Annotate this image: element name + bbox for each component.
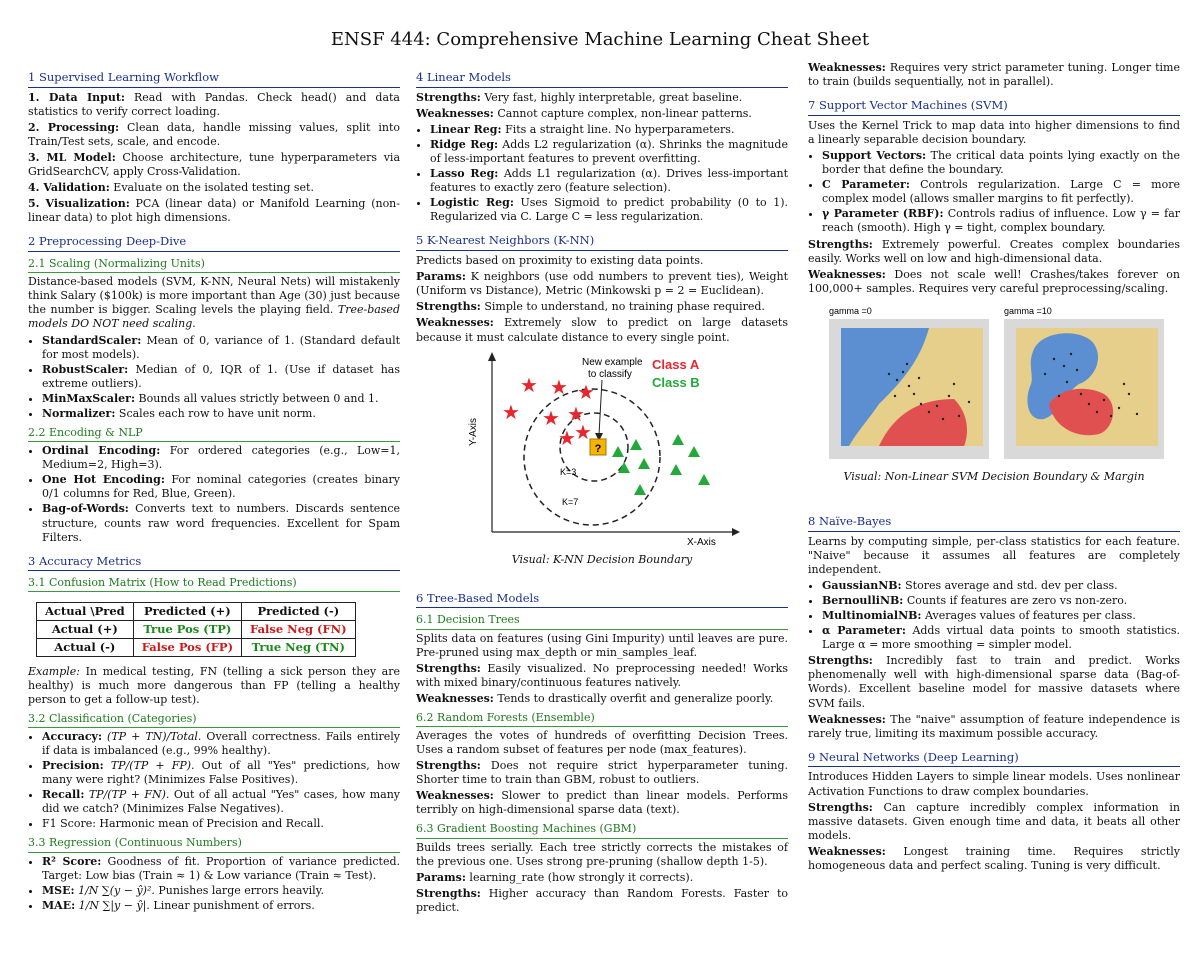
paragraph: Strengths: Higher accuracy than Random Forests. Faster to predict. [416, 886, 788, 914]
pointer-line [599, 380, 602, 435]
list-item: • RobustScaler: Median of 0, IQR of 1. (Use if dataset has extreme outliers). [42, 363, 400, 391]
class-b-point [630, 439, 642, 450]
class-b-point [612, 446, 624, 457]
class-a-point: ★ [520, 372, 538, 397]
page-title: ENSF 444: Comprehensive Machine Learning Cheat Sheet [330, 29, 870, 50]
list-item: • MultinomialNB: Averages values of features per class. [822, 609, 1180, 623]
cm-cell-tp: True Pos (TP) [133, 621, 241, 639]
naive-bayes-list [808, 579, 1180, 652]
list-item: • Ordinal Encoding: For ordered categories (e.g., Low=1, Medium=2, High=3). [42, 444, 400, 472]
workflow-step: 1. Data Input: Read with Pandas. Check head() and data statistics to verify correct loading. [28, 90, 400, 118]
paragraph: Strengths: Can capture incredibly complex information in massive datasets. Given enough time and data, it beats all other models. [808, 800, 1180, 842]
list-item: • Linear Reg: Fits a straight line. No hyperparameters. [430, 123, 788, 137]
class-b-label: Class B [652, 374, 700, 390]
paragraph: Weaknesses: Tends to drastically overfit and generalize poorly. [416, 691, 774, 705]
paragraph: Strengths: Very fast, highly interpretable, great baseline. [416, 90, 743, 104]
section-heading: 5 K-Nearest Neighbors (K-NN) [416, 233, 788, 251]
gamma-10-label: gamma =10 [1004, 305, 1052, 316]
paragraph: Weaknesses: Slower to predict than linear models. Performs terribly on high-dimensional sparse data (text). [416, 789, 788, 817]
figure-caption: Visual: K-NN Decision Boundary [511, 552, 693, 566]
list-item: • MinMaxScaler: Bounds all values strictly between 0 and 1. [42, 392, 400, 406]
list-item: • Ridge Reg: Adds L2 regularization (α). Shrinks the magnitude of less-important features to prevent overfitting. [430, 138, 788, 166]
y-axis-arrow [488, 352, 496, 361]
x-axis-arrow [732, 528, 740, 536]
list-item: • GaussianNB: Stores average and std. dev per class. [822, 579, 1180, 593]
column-3 [808, 61, 1180, 875]
section-heading: 3 Accuracy Metrics [28, 554, 400, 572]
list-item: • Recall: TP/(TP + FN). Out of all actual "Yes" cases, how many did we catch? (Minimizes False Negatives). [42, 788, 400, 816]
list-item: • Accuracy: (TP + TN)/Total. Overall correctness. Fails entirely if data is imbalanced (e.g., 99% healthy). [42, 730, 400, 758]
paragraph: Weaknesses: The "naive" assumption of feature independence is rarely true, limiting its maximum possible accuracy. [808, 712, 1180, 740]
paragraph: Uses the Kernel Trick to map data into higher dimensions to find a linearly separable decision boundary. [808, 118, 1180, 146]
section-heading: 6 Tree-Based Models [416, 591, 788, 609]
workflow-step: 3. ML Model: Choose architecture, tune hyperparameters via GridSearchCV, apply Cross-Validation. [28, 151, 400, 179]
regression-list [28, 855, 400, 913]
cm-header: Predicted (-) [242, 603, 356, 621]
column-1 [28, 61, 400, 915]
class-a-label: Class A [652, 356, 700, 372]
class-b-point [688, 446, 700, 457]
class-b-point [634, 484, 646, 495]
class-a-point: ★ [542, 405, 560, 430]
column-2 [416, 61, 788, 917]
section-heading: 2 Preprocessing Deep-Dive [28, 234, 400, 252]
workflow-step: 4. Validation: Evaluate on the isolated testing set. [28, 181, 314, 195]
paragraph: Averages the votes of hundreds of overfitting Decision Trees. Uses a random subset of features per node (max_features). [416, 728, 788, 757]
section-heading: 8 Naïve-Bayes [808, 514, 1180, 532]
paragraph: Introduces Hidden Layers to simple linear models. Uses nonlinear Activation Functions to draw complex boundaries. [808, 770, 1180, 798]
class-b-point [672, 434, 684, 445]
workflow-step: 2. Processing: Clean data, handle missing values, split into Train/Test sets, scale, and encode. [28, 120, 400, 148]
class-a-point: ★ [550, 374, 568, 399]
list-item: • MAE: 1/N ∑|y − ŷ|. Linear punishment of errors. [42, 899, 400, 913]
paragraph: Builds trees serially. Each tree strictly corrects the mistakes of the previous one. Uses strong pre-pruning (shallow depth 1-5). [416, 840, 788, 868]
class-a-point: ★ [558, 425, 576, 450]
list-item: • One Hot Encoding: For nominal categories (creates binary 0/1 columns for Red, Blue, Green). [42, 473, 400, 501]
list-item: • F1 Score: Harmonic mean of Precision and Recall. [42, 817, 400, 831]
paragraph: Strengths: Extremely powerful. Creates complex boundaries easily. Works well on low and high-dimensional data. [808, 237, 1180, 265]
class-a-point: ★ [577, 379, 595, 404]
paragraph: Weaknesses: Requires very strict parameter tuning. Longer time to train (builds sequentially, not in parallel). [808, 61, 1180, 89]
section-heading: 1 Supervised Learning Workflow [28, 70, 400, 88]
gamma-0-label: gamma =0 [829, 305, 872, 316]
subsection-heading: 2.1 Scaling (Normalizing Units) [28, 257, 400, 273]
section-heading: 7 Support Vector Machines (SVM) [808, 98, 1180, 116]
confusion-matrix [36, 602, 356, 656]
list-item: • Precision: TP/(TP + FP). Out of all "Yes" predictions, how many were right? (Minimizes False Positives). [42, 759, 400, 787]
class-b-point [618, 462, 630, 473]
k3-label: K=3 [560, 466, 577, 477]
figure-caption: Visual: Non-Linear SVM Decision Boundary & Margin [843, 469, 1145, 483]
class-b-point [698, 474, 710, 485]
list-item: • R² Score: Goodness of fit. Proportion of variance predicted. Target: Low bias (Train ≈ 1) & Low variance (Train ≈ Test). [42, 855, 400, 883]
cm-cell-tn: True Neg (TN) [242, 638, 356, 656]
class-b-point [670, 464, 682, 475]
paragraph: Splits data on features (using Gini Impurity) until leaves are pure. Pre-pruned using max_depth or min_samples_leaf. [416, 631, 788, 659]
subsection-heading: 6.3 Gradient Boosting Machines (GBM) [416, 822, 788, 838]
subsection-heading: 3.1 Confusion Matrix (How to Read Predictions) [28, 576, 400, 592]
scaler-list [28, 334, 400, 421]
classification-list [28, 730, 400, 832]
paragraph: Weaknesses: Does not scale well! Crashes/takes forever on 100,000+ samples. Requires very careful preprocessing/scaling. [808, 267, 1180, 295]
class-a-point: ★ [567, 401, 585, 426]
paragraph: Strengths: Does not require strict hyperparameter tuning. Shorter time to train than GBM, robust to outliers. [416, 759, 788, 787]
svm-list [808, 149, 1180, 235]
paragraph: Distance-based models (SVM, K-NN, Neural Nets) will mistakenly think Salary ($100k) is more important than Age (30) just because the number is bigger. Scaling levels the playing field. Tree-based models DO NOT need scaling. [28, 275, 400, 331]
paragraph: Weaknesses: Cannot capture complex, non-linear patterns. [416, 106, 752, 120]
cm-row-header: Actual (+) [37, 621, 134, 639]
paragraph: Params: K neighbors (use odd numbers to prevent ties), Weight (Uniform vs Distance), Metric (Minkowski p = 2 = Euclidean). [416, 270, 789, 298]
workflow-steps [28, 91, 400, 226]
knn-figure [462, 347, 742, 547]
list-item: • MSE: 1/N ∑(y − ŷ)². Punishes large errors heavily. [42, 884, 400, 898]
list-item: • Logistic Reg: Uses Sigmoid to predict probability (0 to 1). Regularized via C. Large C = less regularization. [430, 196, 788, 224]
subsection-heading: 3.3 Regression (Continuous Numbers) [28, 836, 400, 852]
list-item: • γ Parameter (RBF): Controls radius of influence. Low γ = far reach (smooth). High γ = tight, complex boundary. [822, 207, 1180, 235]
subsection-heading: 6.1 Decision Trees [416, 613, 788, 629]
paragraph: Weaknesses: Extremely slow to predict on large datasets because it must calculate distance to every single point. [416, 316, 788, 344]
class-a-point: ★ [574, 419, 592, 444]
cm-row-header: Actual (-) [37, 638, 134, 656]
list-item: • α Parameter: Adds virtual data points to smooth statistics. Large α = more smoothing = simpler model. [822, 624, 1180, 652]
list-item: • Bag-of-Words: Converts text to numbers. Discards sentence structure, counts raw word frequencies. Excellent for Spam Filters. [42, 502, 400, 544]
section-heading: 4 Linear Models [416, 70, 788, 88]
cm-cell-fp: False Pos (FP) [133, 638, 241, 656]
subsection-heading: 6.2 Random Forests (Ensemble) [416, 711, 788, 727]
paragraph: Params: learning_rate (how strongly it corrects). [416, 870, 694, 884]
subsection-heading: 3.2 Classification (Categories) [28, 712, 400, 728]
cm-header: Predicted (+) [133, 603, 241, 621]
query-mark: ? [594, 442, 602, 455]
svm-figure [819, 304, 1169, 464]
x-axis-label: X-Axis [687, 536, 716, 547]
paragraph: Learns by computing simple, per-class statistics for each feature. "Naive" because it assumes all features are completely independent. [808, 534, 1180, 576]
paragraph: Predicts based on proximity to existing data points. [416, 254, 704, 268]
to-classify-label: to classify [588, 368, 632, 380]
list-item: • Support Vectors: The critical data points lying exactly on the border that define the boundary. [822, 149, 1180, 177]
encoder-list [28, 444, 400, 545]
cm-corner: Actual \Pred [37, 603, 134, 621]
linear-model-list [416, 123, 788, 225]
list-item: • Normalizer: Scales each row to have unit norm. [42, 407, 400, 421]
class-a-point: ★ [502, 399, 520, 424]
class-b-point [638, 458, 650, 469]
list-item: • StandardScaler: Mean of 0, variance of 1. (Standard default for most models). [42, 334, 400, 362]
paragraph: Strengths: Easily visualized. No preprocessing needed! Works with mixed binary/continuous features natively. [416, 661, 788, 689]
paragraph: Strengths: Simple to understand, no training phase required. [416, 300, 765, 314]
list-item: • Lasso Reg: Adds L1 regularization (α). Drives less-important features to exactly zero (feature selection). [430, 167, 788, 195]
k7-label: K=7 [562, 496, 579, 507]
y-axis-label: Y-Axis [468, 417, 479, 446]
paragraph: Example: In medical testing, FN (telling a sick person they are healthy) is much more dangerous than FP (telling a healthy person to get a follow-up test). [28, 664, 401, 706]
cm-cell-fn: False Neg (FN) [242, 621, 356, 639]
section-heading: 9 Neural Networks (Deep Learning) [808, 750, 1180, 768]
workflow-step: 5. Visualization: PCA (linear data) or Manifold Learning (non-linear data) to plot high dimensions. [28, 197, 400, 225]
subsection-heading: 2.2 Encoding & NLP [28, 426, 400, 442]
paragraph: Strengths: Incredibly fast to train and predict. Works phenomenally well with high-dimensional sparse data (Bag-of-Words). Excellent baseline model for massive datasets where SVM fails. [808, 654, 1180, 710]
list-item: • BernoulliNB: Counts if features are zero vs non-zero. [822, 594, 1180, 608]
list-item: • C Parameter: Controls regularization. Large C = more complex model (allows smaller margins to fit perfectly). [822, 178, 1180, 206]
new-example-label: New example [582, 356, 643, 368]
paragraph: Weaknesses: Longest training time. Requires strictly homogeneous data and perfect scaling. Tuning is very difficult. [808, 844, 1180, 872]
